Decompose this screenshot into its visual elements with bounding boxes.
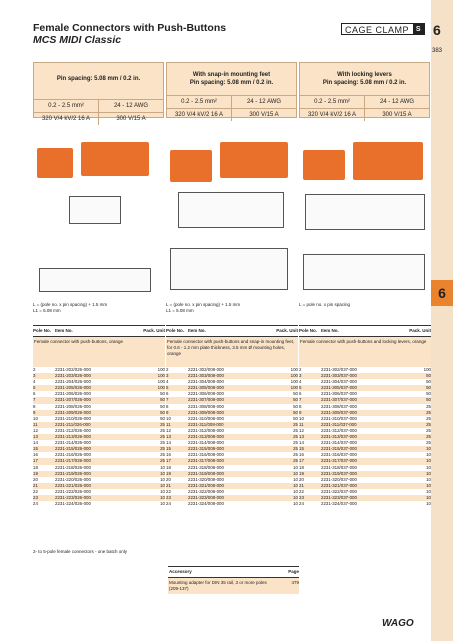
accessory-row[interactable] <box>168 578 299 594</box>
item-no-cell: 2231-305/037-000 <box>321 385 357 391</box>
section-number-top: 6 <box>433 22 441 38</box>
col-pole-no: Pole No. <box>33 328 52 333</box>
item-no-cell: 2231-310/008-000 <box>188 415 224 421</box>
item-no-cell: 2231-315/008-000 <box>188 446 224 452</box>
item-no-cell: 2231-320/008-000 <box>188 476 224 482</box>
item-no-cell: 2231-303/008-000 <box>188 373 224 379</box>
spec-ul-rating: 300 V/15 A <box>364 109 429 121</box>
pole-no-cell: 17 <box>33 458 38 464</box>
item-no-cell: 2231-203/026-000 <box>55 373 91 379</box>
accessory-table <box>168 566 299 594</box>
item-no-cell: 2231-309/037-000 <box>321 409 357 415</box>
accessory-page: 479 <box>291 580 299 585</box>
item-no-cell: 2231-311/037-000 <box>321 421 357 427</box>
pole-no-cell: 20 <box>33 476 38 482</box>
dimension-note-3: L = pole no. x pin spacing <box>299 302 350 307</box>
pole-no-cell: 19 <box>299 470 304 476</box>
pack-unit-cell: 100 <box>157 373 165 379</box>
dimension-drawing <box>305 194 425 230</box>
item-no-cell: 2231-304/008-000 <box>188 379 224 385</box>
pack-unit-cell: 25 <box>426 403 431 409</box>
pole-no-cell: 24 <box>299 501 304 507</box>
pack-unit-cell: 25 <box>426 421 431 427</box>
pack-unit-cell: 100 <box>290 385 298 391</box>
dimension-drawing <box>69 196 121 224</box>
pack-unit-cell: 25 <box>293 458 298 464</box>
col-pack-unit: Pack. Unit <box>143 328 165 333</box>
spec-awg: 24 - 12 AWG <box>364 96 429 108</box>
item-no-cell: 2231-202/026-000 <box>55 367 91 372</box>
pack-unit-cell: 10 <box>160 482 165 488</box>
pack-unit-cell: 50 <box>426 373 431 379</box>
pack-unit-cell: 10 <box>426 452 431 458</box>
product-photo <box>170 150 212 182</box>
pole-no-cell: 4 <box>166 379 169 385</box>
spec-header-title: With snap-in mounting feet Pin spacing: 5.08 mm / 0.2 in. <box>189 72 274 86</box>
item-no-cell: 2231-324/037-000 <box>321 501 357 507</box>
pole-no-cell: 18 <box>166 464 171 470</box>
dimension-note-1: L = (pole no. x pin spacing) + 1.5 mm L1 = 5.08 mm <box>33 302 108 313</box>
pack-unit-cell: 10 <box>293 476 298 482</box>
item-no-cell: 2231-312/008-000 <box>188 427 224 433</box>
pack-unit-cell: 25 <box>160 421 165 427</box>
spec-cross-section: 0.2 - 2.5 mm² <box>48 103 84 109</box>
pole-no-cell: 12 <box>299 427 304 433</box>
product-illustration-2 <box>166 128 296 298</box>
pole-no-cell: 10 <box>299 415 304 421</box>
pack-unit-cell: 10 <box>293 464 298 470</box>
item-no-cell: 2231-323/008-000 <box>188 494 224 500</box>
item-no-cell: 2231-215/026-000 <box>55 446 91 452</box>
pack-unit-cell: 10 <box>426 464 431 470</box>
pole-no-cell: 6 <box>33 391 36 397</box>
item-no-cell: 2231-304/037-000 <box>321 379 357 385</box>
pack-unit-cell: 50 <box>426 379 431 385</box>
pack-unit-cell: 100 <box>290 379 298 385</box>
pack-unit-cell: 25 <box>426 409 431 415</box>
pack-unit-cell: 25 <box>160 440 165 446</box>
pack-unit-cell: 25 <box>293 421 298 427</box>
item-no-cell: 2231-214/026-000 <box>55 440 91 446</box>
item-no-cell: 2231-323/037-000 <box>321 494 357 500</box>
pack-unit-cell: 50 <box>293 397 298 403</box>
pole-no-cell: 13 <box>166 434 171 440</box>
pole-no-cell: 21 <box>299 482 304 488</box>
table-row <box>299 501 431 507</box>
pack-unit-cell: 25 <box>160 452 165 458</box>
table-description: Female connector with push-buttons, orange <box>33 337 165 367</box>
item-no-cell: 2231-313/037-000 <box>321 434 357 440</box>
pack-unit-cell: 25 <box>426 427 431 433</box>
item-no-cell: 2231-321/008-000 <box>188 482 224 488</box>
spec-iec-rating: 320 V/4 kV/2 16 A <box>41 116 91 122</box>
item-table-2 <box>166 325 298 507</box>
pole-no-cell: 23 <box>33 494 38 500</box>
item-no-cell: 2231-205/026-000 <box>55 385 91 391</box>
pole-no-cell: 2 <box>33 367 36 372</box>
item-no-cell: 2231-317/037-000 <box>321 458 357 464</box>
spec-header-title: Pin spacing: 5.08 mm / 0.2 in. <box>56 76 141 82</box>
item-no-cell: 2231-318/008-000 <box>188 464 224 470</box>
item-table-1 <box>33 325 165 507</box>
pole-no-cell: 18 <box>299 464 304 470</box>
item-no-cell: 2231-320/037-000 <box>321 476 357 482</box>
pack-unit-cell: 50 <box>426 385 431 391</box>
wago-logo: WAGO <box>382 618 414 629</box>
dimension-drawing <box>303 254 425 290</box>
brand-text: CAGE CLAMP <box>345 25 410 35</box>
item-no-cell: 2231-218/026-000 <box>55 464 91 470</box>
pack-unit-cell: 10 <box>293 494 298 500</box>
pack-unit-cell: 50 <box>160 409 165 415</box>
pack-unit-cell: 10 <box>160 464 165 470</box>
pack-unit-cell: 100 <box>157 385 165 391</box>
table-description: Female connector with push-buttons and locking levers, orange <box>299 337 431 367</box>
pole-no-cell: 14 <box>299 440 304 446</box>
pole-no-cell: 8 <box>299 403 302 409</box>
pole-no-cell: 13 <box>299 434 304 440</box>
col-pole-no: Pole No. <box>299 328 318 333</box>
pole-no-cell: 11 <box>299 421 304 427</box>
pack-unit-cell: 25 <box>160 434 165 440</box>
pole-no-cell: 2 <box>299 367 302 372</box>
spec-iec-rating: 320 V/4 kV/2 16 A <box>174 112 224 118</box>
item-no-cell: 2231-309/008-000 <box>188 409 224 415</box>
item-no-cell: 2231-322/037-000 <box>321 488 357 494</box>
pole-no-cell: 11 <box>33 421 38 427</box>
product-photo <box>353 142 423 180</box>
accessory-col: Accessory <box>169 569 192 574</box>
pole-no-cell: 3 <box>166 373 169 379</box>
item-no-cell: 2231-321/037-000 <box>321 482 357 488</box>
item-no-cell: 2231-306/008-000 <box>188 391 224 397</box>
pole-no-cell: 10 <box>166 415 171 421</box>
pole-no-cell: 3 <box>299 373 302 379</box>
item-no-cell: 2231-318/037-000 <box>321 464 357 470</box>
item-no-cell: 2231-212/026-000 <box>55 427 91 433</box>
item-table-3 <box>299 325 431 507</box>
pole-no-cell: 23 <box>299 494 304 500</box>
pole-no-cell: 22 <box>166 488 171 494</box>
pole-no-cell: 12 <box>166 427 171 433</box>
item-no-cell: 2231-314/037-000 <box>321 440 357 446</box>
item-no-cell: 2231-302/008-000 <box>188 367 224 372</box>
col-pack-unit: Pack. Unit <box>409 328 431 333</box>
pack-unit-cell: 10 <box>293 470 298 476</box>
item-no-cell: 2231-312/037-000 <box>321 427 357 433</box>
pack-unit-cell: 10 <box>293 501 298 507</box>
pack-unit-cell: 10 <box>426 501 431 507</box>
pole-no-cell: 4 <box>299 379 302 385</box>
pack-unit-cell: 100 <box>423 367 431 372</box>
item-no-cell: 2231-314/008-000 <box>188 440 224 446</box>
item-no-cell: 2231-221/026-000 <box>55 482 91 488</box>
item-no-cell: 2231-302/037-000 <box>321 367 357 372</box>
col-item-no: Item No. <box>188 328 206 333</box>
item-no-cell: 2231-316/037-000 <box>321 452 357 458</box>
spec-header-title: With locking levers Pin spacing: 5.08 mm / 0.2 in. <box>322 72 407 86</box>
pack-unit-cell: 10 <box>426 482 431 488</box>
spec-awg: 24 - 12 AWG <box>98 100 163 112</box>
title-line-2: MCS MIDI Classic <box>33 34 122 46</box>
pack-unit-cell: 50 <box>293 409 298 415</box>
pole-no-cell: 24 <box>33 501 38 507</box>
pole-no-cell: 23 <box>166 494 171 500</box>
pack-unit-cell: 10 <box>426 488 431 494</box>
pole-no-cell: 6 <box>299 391 302 397</box>
pole-no-cell: 14 <box>33 440 38 446</box>
item-no-cell: 2231-305/008-000 <box>188 385 224 391</box>
side-tab-strip <box>431 0 453 641</box>
item-no-cell: 2231-216/026-000 <box>55 452 91 458</box>
item-no-cell: 2231-308/008-000 <box>188 403 224 409</box>
pole-no-cell: 9 <box>33 409 36 415</box>
cage-clamp-logo <box>341 23 425 35</box>
pole-no-cell: 21 <box>33 482 38 488</box>
pole-no-cell: 19 <box>166 470 171 476</box>
title-line-1: Female Connectors with Push-Buttons <box>33 22 227 34</box>
spec-ul-rating: 300 V/15 A <box>231 109 296 121</box>
pole-no-cell: 17 <box>299 458 304 464</box>
pole-no-cell: 14 <box>166 440 171 446</box>
spec-header-2 <box>166 62 297 118</box>
pack-unit-cell: 25 <box>293 446 298 452</box>
pole-no-cell: 17 <box>166 458 171 464</box>
item-no-cell: 2231-206/026-000 <box>55 391 91 397</box>
pack-unit-cell: 50 <box>426 397 431 403</box>
item-no-cell: 2231-207/026-000 <box>55 397 91 403</box>
pack-unit-cell: 100 <box>157 379 165 385</box>
item-no-cell: 2231-210/026-000 <box>55 415 91 421</box>
pack-unit-cell: 10 <box>426 458 431 464</box>
item-no-cell: 2231-307/008-000 <box>188 397 224 403</box>
pole-no-cell: 18 <box>33 464 38 470</box>
pole-no-cell: 16 <box>33 452 38 458</box>
pack-unit-cell: 10 <box>293 482 298 488</box>
pole-no-cell: 9 <box>166 409 169 415</box>
pack-unit-cell: 50 <box>426 391 431 397</box>
pack-unit-cell: 25 <box>293 434 298 440</box>
table-row <box>166 501 298 507</box>
footnote: 2- to 5-pole female connectors - one batch only <box>33 549 128 554</box>
pack-unit-cell: 10 <box>426 470 431 476</box>
item-no-cell: 2231-316/008-000 <box>188 452 224 458</box>
pole-no-cell: 8 <box>33 403 36 409</box>
item-no-cell: 2231-208/026-000 <box>55 403 91 409</box>
pack-unit-cell: 10 <box>426 476 431 482</box>
spec-cross-section: 0.2 - 2.5 mm² <box>181 99 217 105</box>
pole-no-cell: 22 <box>299 488 304 494</box>
product-illustration-3 <box>299 128 429 298</box>
pack-unit-cell: 100 <box>290 367 298 372</box>
item-no-cell: 2231-307/037-000 <box>321 397 357 403</box>
item-no-cell: 2231-204/026-000 <box>55 379 91 385</box>
pole-no-cell: 5 <box>33 385 36 391</box>
pole-no-cell: 16 <box>299 452 304 458</box>
item-no-cell: 2231-319/037-000 <box>321 470 357 476</box>
page-number: 383 <box>432 48 443 54</box>
item-no-cell: 2231-317/008-000 <box>188 458 224 464</box>
pack-unit-cell: 50 <box>293 415 298 421</box>
table-row <box>33 501 165 507</box>
item-no-cell: 2231-303/037-000 <box>321 373 357 379</box>
pole-no-cell: 21 <box>166 482 171 488</box>
pack-unit-cell: 25 <box>426 415 431 421</box>
pole-no-cell: 20 <box>166 476 171 482</box>
pack-unit-cell: 10 <box>160 476 165 482</box>
pole-no-cell: 3 <box>33 373 36 379</box>
item-no-cell: 2231-313/008-000 <box>188 434 224 440</box>
pole-no-cell: 9 <box>299 409 302 415</box>
pole-no-cell: 5 <box>299 385 302 391</box>
pole-no-cell: 7 <box>33 397 36 403</box>
pole-no-cell: 5 <box>166 385 169 391</box>
pack-unit-cell: 10 <box>160 494 165 500</box>
pole-no-cell: 7 <box>299 397 302 403</box>
pole-no-cell: 6 <box>166 391 169 397</box>
pack-unit-cell: 50 <box>293 403 298 409</box>
item-no-cell: 2231-219/026-000 <box>55 470 91 476</box>
section-tab[interactable]: 6 <box>431 280 453 306</box>
pack-unit-cell: 25 <box>160 427 165 433</box>
pack-unit-cell: 25 <box>160 458 165 464</box>
col-pole-no: Pole No. <box>166 328 185 333</box>
pole-no-cell: 7 <box>166 397 169 403</box>
item-no-cell: 2231-222/026-000 <box>55 488 91 494</box>
pack-unit-cell: 25 <box>160 446 165 452</box>
pack-unit-cell: 50 <box>160 391 165 397</box>
col-pack-unit: Pack. Unit <box>276 328 298 333</box>
pole-no-cell: 2 <box>166 367 169 372</box>
pack-unit-cell: 25 <box>426 434 431 440</box>
accessory-header <box>168 566 299 578</box>
table-header <box>166 325 298 337</box>
pack-unit-cell: 25 <box>293 452 298 458</box>
pole-no-cell: 4 <box>33 379 36 385</box>
item-no-cell: 2231-223/026-000 <box>55 494 91 500</box>
pack-unit-cell: 25 <box>293 427 298 433</box>
dimension-drawing <box>178 192 284 228</box>
page-title <box>33 22 226 46</box>
pole-no-cell: 15 <box>166 446 171 452</box>
pole-no-cell: 20 <box>299 476 304 482</box>
product-photo <box>37 148 73 178</box>
pack-unit-cell: 10 <box>293 488 298 494</box>
page-col: Page <box>288 569 299 574</box>
pack-unit-cell: 10 <box>160 501 165 507</box>
item-no-cell: 2231-217/026-000 <box>55 458 91 464</box>
pack-unit-cell: 25 <box>293 440 298 446</box>
pack-unit-cell: 50 <box>293 391 298 397</box>
product-illustration-1 <box>33 128 163 298</box>
pole-no-cell: 10 <box>33 415 38 421</box>
product-photo <box>303 150 345 180</box>
pole-no-cell: 19 <box>33 470 38 476</box>
table-description: Female connector with push-buttons and snap-in mounting feet, for 0.6 - 1.2 mm plate thickness, 3.5 mm Ø mounting holes, orange <box>166 337 298 367</box>
pole-no-cell: 13 <box>33 434 38 440</box>
pack-unit-cell: 10 <box>426 494 431 500</box>
item-no-cell: 2231-319/008-000 <box>188 470 224 476</box>
spec-ul-rating: 300 V/15 A <box>98 113 163 125</box>
item-no-cell: 2231-324/008-000 <box>188 501 224 507</box>
item-no-cell: 2231-213/026-000 <box>55 434 91 440</box>
pack-unit-cell: 25 <box>426 440 431 446</box>
item-no-cell: 2231-211/026-000 <box>55 421 91 427</box>
pole-no-cell: 15 <box>33 446 38 452</box>
pole-no-cell: 15 <box>299 446 304 452</box>
pole-no-cell: 22 <box>33 488 38 494</box>
col-item-no: Item No. <box>55 328 73 333</box>
spec-awg: 24 - 12 AWG <box>231 96 296 108</box>
item-no-cell: 2231-308/037-000 <box>321 403 357 409</box>
pack-unit-cell: 50 <box>160 397 165 403</box>
col-item-no: Item No. <box>321 328 339 333</box>
dimension-note-2: L = (pole no. x pin spacing) + 1.5 mm L1 = 5.08 mm <box>166 302 241 313</box>
product-photo <box>220 142 288 178</box>
brand-mark: S <box>413 24 424 35</box>
pack-unit-cell: 100 <box>290 373 298 379</box>
pack-unit-cell: 10 <box>160 470 165 476</box>
spec-header-1 <box>33 62 164 122</box>
pack-unit-cell: 50 <box>160 415 165 421</box>
pole-no-cell: 8 <box>166 403 169 409</box>
accessory-item: Mounting adapter for DIN 35 rail, 3 or more poles (209-137) <box>169 580 267 591</box>
item-no-cell: 2231-224/026-000 <box>55 501 91 507</box>
pole-no-cell: 16 <box>166 452 171 458</box>
item-no-cell: 2231-311/008-000 <box>188 421 224 427</box>
pole-no-cell: 24 <box>166 501 171 507</box>
pack-unit-cell: 100 <box>157 367 165 372</box>
item-no-cell: 2231-220/026-000 <box>55 476 91 482</box>
table-header <box>33 325 165 337</box>
item-no-cell: 2231-315/037-000 <box>321 446 357 452</box>
dimension-drawing <box>39 268 151 292</box>
spec-cross-section: 0.2 - 2.5 mm² <box>314 99 350 105</box>
item-no-cell: 2231-322/008-000 <box>188 488 224 494</box>
pack-unit-cell: 10 <box>426 446 431 452</box>
item-no-cell: 2231-306/037-000 <box>321 391 357 397</box>
pole-no-cell: 11 <box>166 421 171 427</box>
product-photo <box>81 142 149 176</box>
dimension-drawing <box>170 248 288 290</box>
item-no-cell: 2231-209/026-000 <box>55 409 91 415</box>
item-no-cell: 2231-310/037-000 <box>321 415 357 421</box>
spec-iec-rating: 320 V/4 kV/2 16 A <box>307 112 357 118</box>
pack-unit-cell: 50 <box>160 403 165 409</box>
spec-header-3 <box>299 62 430 118</box>
pack-unit-cell: 10 <box>160 488 165 494</box>
table-header <box>299 325 431 337</box>
pole-no-cell: 12 <box>33 427 38 433</box>
